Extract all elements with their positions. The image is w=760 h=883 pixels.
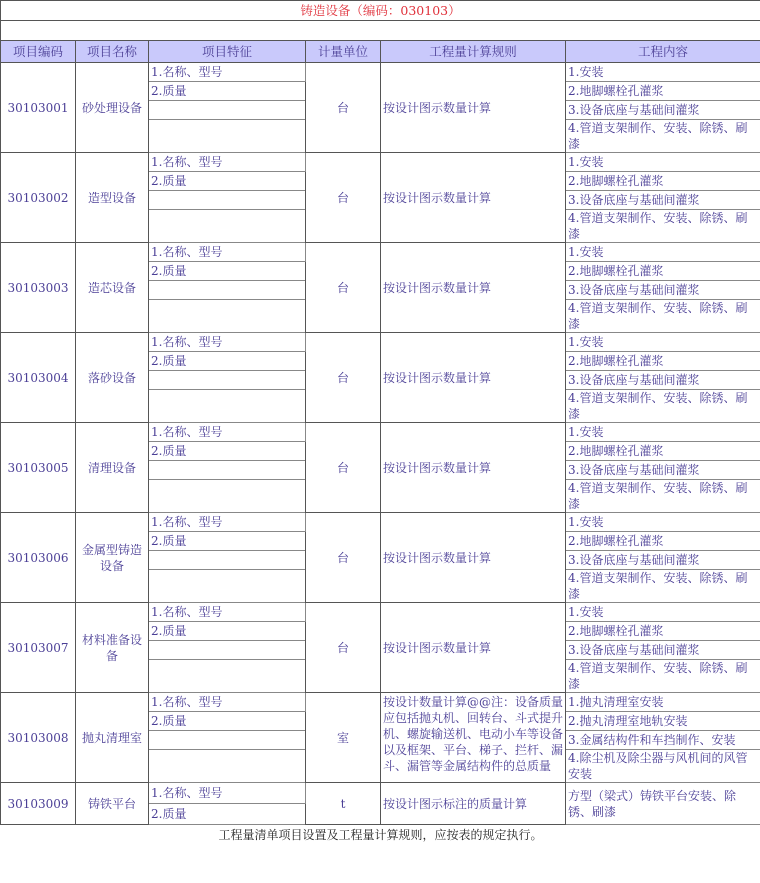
feature-cell <box>149 210 306 243</box>
unit-cell: t <box>306 783 381 825</box>
rule-cell: 按设计图示数量计算 <box>381 423 566 513</box>
content-cell: 2.地脚螺栓孔灌浆 <box>566 82 760 101</box>
header-features: 项目特征 <box>149 41 306 63</box>
content-cell: 3.设备底座与基础间灌浆 <box>566 371 760 390</box>
unit-cell: 室 <box>306 693 381 783</box>
item-code: 30103008 <box>1 693 76 783</box>
rule-cell: 按设计图示数量计算 <box>381 603 566 693</box>
content-cell: 1.安装 <box>566 423 760 442</box>
content-cell: 4.管道支架制作、安装、除锈、刷漆 <box>566 480 760 513</box>
feature-cell: 2.质量 <box>149 442 306 461</box>
feature-cell <box>149 300 306 333</box>
content-cell: 3.设备底座与基础间灌浆 <box>566 101 760 120</box>
feature-cell <box>149 461 306 480</box>
table-row <box>1 243 760 262</box>
content-cell: 1.安装 <box>566 243 760 262</box>
table-row <box>1 63 760 82</box>
item-name: 清理设备 <box>76 423 149 513</box>
item-code: 30103009 <box>1 783 76 825</box>
table-row <box>1 153 760 172</box>
feature-cell <box>149 551 306 570</box>
feature-cell: 1.名称、型号 <box>149 603 306 622</box>
header-name: 项目名称 <box>76 41 149 63</box>
unit-cell: 台 <box>306 243 381 333</box>
header-unit: 计量单位 <box>306 41 381 63</box>
feature-cell <box>149 750 306 783</box>
content-cell: 1.安装 <box>566 153 760 172</box>
content-cell: 方型（梁式）铸铁平台安装、除锈、刷漆 <box>566 783 760 825</box>
content-cell: 3.设备底座与基础间灌浆 <box>566 641 760 660</box>
item-code: 30103001 <box>1 63 76 153</box>
feature-cell: 1.名称、型号 <box>149 153 306 172</box>
content-cell: 1.抛丸清理室安装 <box>566 693 760 712</box>
feature-cell <box>149 390 306 423</box>
feature-cell: 2.质量 <box>149 352 306 371</box>
table-row <box>1 423 760 442</box>
table-title: 铸造设备（编码：030103） <box>1 1 760 21</box>
feature-cell: 2.质量 <box>149 82 306 101</box>
content-cell: 2.地脚螺栓孔灌浆 <box>566 262 760 281</box>
feature-cell <box>149 660 306 693</box>
feature-cell: 2.质量 <box>149 622 306 641</box>
content-cell: 3.设备底座与基础间灌浆 <box>566 191 760 210</box>
rule-cell: 按设计图示数量计算 <box>381 153 566 243</box>
feature-cell: 1.名称、型号 <box>149 693 306 712</box>
feature-cell: 2.质量 <box>149 712 306 731</box>
item-code: 30103002 <box>1 153 76 243</box>
item-code: 30103003 <box>1 243 76 333</box>
feature-cell: 2.质量 <box>149 262 306 281</box>
feature-cell: 1.名称、型号 <box>149 243 306 262</box>
content-cell: 4.管道支架制作、安装、除锈、刷漆 <box>566 210 760 243</box>
content-cell: 4.管道支架制作、安装、除锈、刷漆 <box>566 570 760 603</box>
unit-cell: 台 <box>306 513 381 603</box>
header-row <box>1 41 760 63</box>
feature-cell: 1.名称、型号 <box>149 63 306 82</box>
item-name: 落砂设备 <box>76 333 149 423</box>
content-cell: 1.安装 <box>566 63 760 82</box>
footer-note: 工程量清单项目设置及工程量计算规则，应按表的规定执行。 <box>1 825 760 846</box>
content-cell: 4.除尘机及除尘器与风机间的风管安装 <box>566 750 760 783</box>
item-code: 30103007 <box>1 603 76 693</box>
header-rule: 工程量计算规则 <box>381 41 566 63</box>
item-code: 30103005 <box>1 423 76 513</box>
feature-cell: 2.质量 <box>149 172 306 191</box>
content-cell: 2.地脚螺栓孔灌浆 <box>566 172 760 191</box>
content-cell: 4.管道支架制作、安装、除锈、刷漆 <box>566 390 760 423</box>
header-code: 项目编码 <box>1 41 76 63</box>
feature-cell: 2.质量 <box>149 804 306 825</box>
rule-cell: 按设计图示数量计算 <box>381 243 566 333</box>
content-cell: 2.地脚螺栓孔灌浆 <box>566 532 760 551</box>
item-name: 金属型铸造设备 <box>76 513 149 603</box>
unit-cell: 台 <box>306 63 381 153</box>
item-name: 造型设备 <box>76 153 149 243</box>
unit-cell: 台 <box>306 153 381 243</box>
feature-cell <box>149 731 306 750</box>
unit-cell: 台 <box>306 423 381 513</box>
feature-cell <box>149 191 306 210</box>
content-cell: 2.地脚螺栓孔灌浆 <box>566 622 760 641</box>
blank-row <box>1 21 760 41</box>
item-name: 抛丸清理室 <box>76 693 149 783</box>
content-cell: 4.管道支架制作、安装、除锈、刷漆 <box>566 300 760 333</box>
rule-cell: 按设计图示数量计算 <box>381 333 566 423</box>
content-cell: 1.安装 <box>566 603 760 622</box>
content-cell: 2.抛丸清理室地轨安装 <box>566 712 760 731</box>
content-cell: 1.安装 <box>566 333 760 352</box>
content-cell: 3.金属结构件和车挡制作、安装 <box>566 731 760 750</box>
feature-cell: 1.名称、型号 <box>149 783 306 804</box>
feature-cell <box>149 120 306 153</box>
feature-cell: 1.名称、型号 <box>149 333 306 352</box>
rule-cell: 按设计图示数量计算 <box>381 513 566 603</box>
item-code: 30103004 <box>1 333 76 423</box>
unit-cell: 台 <box>306 333 381 423</box>
item-code: 30103006 <box>1 513 76 603</box>
item-name: 铸铁平台 <box>76 783 149 825</box>
rule-cell: 按设计图示数量计算 <box>381 63 566 153</box>
content-cell: 3.设备底座与基础间灌浆 <box>566 461 760 480</box>
feature-cell: 1.名称、型号 <box>149 513 306 532</box>
content-cell: 2.地脚螺栓孔灌浆 <box>566 442 760 461</box>
item-name: 造芯设备 <box>76 243 149 333</box>
table-row <box>1 513 760 532</box>
feature-cell <box>149 641 306 660</box>
content-cell: 4.管道支架制作、安装、除锈、刷漆 <box>566 120 760 153</box>
feature-cell: 2.质量 <box>149 532 306 551</box>
content-cell: 3.设备底座与基础间灌浆 <box>566 281 760 300</box>
rule-cell: 按设计数量计算@@注：设备质量应包括抛丸机、回转台、斗式提升机、螺旋输送机、电动小车等设备以及框架、平台、梯子、拦杆、漏斗、漏管等金属结构件的总质量 <box>381 693 566 783</box>
content-cell: 2.地脚螺栓孔灌浆 <box>566 352 760 371</box>
item-name: 材料准备设备 <box>76 603 149 693</box>
feature-cell <box>149 480 306 513</box>
feature-cell <box>149 570 306 603</box>
table-row <box>1 693 760 712</box>
feature-cell <box>149 101 306 120</box>
feature-cell <box>149 371 306 390</box>
table-row <box>1 603 760 622</box>
feature-cell: 1.名称、型号 <box>149 423 306 442</box>
header-content: 工程内容 <box>566 41 760 63</box>
rule-cell: 按设计图示标注的质量计算 <box>381 783 566 825</box>
content-cell: 3.设备底座与基础间灌浆 <box>566 551 760 570</box>
table-row <box>1 333 760 352</box>
content-cell: 4.管道支架制作、安装、除锈、刷漆 <box>566 660 760 693</box>
content-cell: 1.安装 <box>566 513 760 532</box>
table-row <box>1 783 760 804</box>
item-name: 砂处理设备 <box>76 63 149 153</box>
unit-cell: 台 <box>306 603 381 693</box>
feature-cell <box>149 281 306 300</box>
